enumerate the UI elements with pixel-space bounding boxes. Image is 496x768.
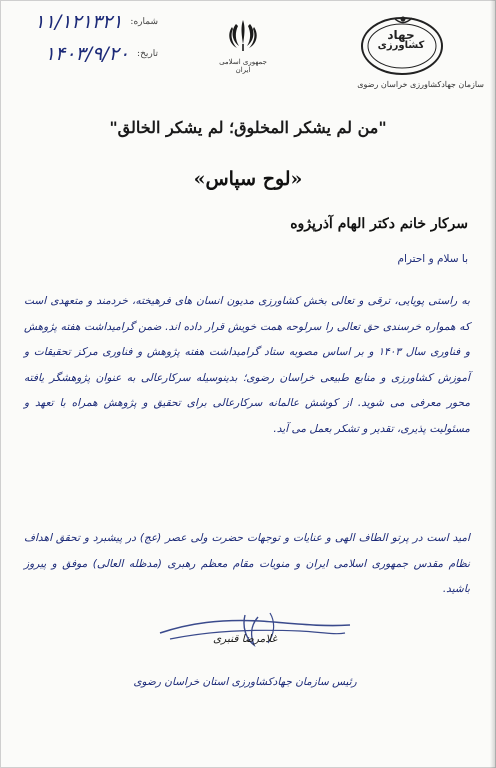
org-logo-line2: کشاورزی bbox=[377, 40, 425, 51]
iran-emblem bbox=[213, 18, 273, 76]
date-row bbox=[18, 40, 158, 68]
letter-title: «لوح سپاس» bbox=[193, 168, 303, 190]
org-logo-text bbox=[356, 28, 446, 51]
date-label: تاریخ: bbox=[137, 49, 158, 59]
number-label: شماره: bbox=[130, 17, 158, 27]
opening-quote: "من لم یشکر المخلوق؛ لم یشکر الخالق" bbox=[109, 118, 387, 137]
handwritten-signature bbox=[150, 605, 360, 655]
body-paragraph-2: امید است در پرتو الطاف الهی و عنایات و توجهات حضرت ولی عصر (عج) در پیشبرد و تحقق اهداف نظام مقدس جمهوری اسلامی ایران و منویات مقام معظم رهبری (مدظله العالی) موفق و پیروز باشید. bbox=[24, 532, 470, 595]
number-value: ۱۱/۱۲۱۳۲۱ bbox=[34, 11, 123, 33]
emblem-caption: جمهوری اسلامی ایران bbox=[219, 58, 267, 74]
org-name: سازمان جهادکشاورزی خراسان رضوی bbox=[357, 80, 484, 89]
org-logo bbox=[334, 14, 484, 94]
org-logo-line1: جهاد bbox=[387, 28, 415, 42]
emblem-icon bbox=[227, 18, 259, 52]
number-row bbox=[18, 8, 158, 36]
greeting: با سلام و احترام bbox=[397, 253, 468, 265]
signer-name: غلامرضا قنبری bbox=[213, 633, 277, 645]
page-edge-shadow bbox=[490, 0, 496, 768]
signer-title: رئیس سازمان جهادکشاورزی استان خراسان رضوی bbox=[133, 676, 357, 688]
body-paragraph-1: به راستی پویایی، ترقی و تعالی بخش کشاورزی مدیون انسان های فرهیخته، خردمند و متعهدی است که همواره خرسندی حق تعالی را سرلوحه همت خویش قرار داده اند. ضمن گرامیداشت هفته پژوهش و فناوری سال ۱۴۰۳ و بر اساس مصوبه ستاد گرامیداشت هفته پژوهش و فناوری مرکز تحقیقات و آموزش کشاورزی و منابع طبیعی خراسان رضوی؛ بدینوسیله سرکارعالی به عنوان پژوهشگر یافته محور معرفی می شوید. از کوشش عالمانه سرکارعالی برای تحقیق و پژوهش همراه با تعهد و مسئولیت پذیری، تقدیر و تشکر بعمل می آید. bbox=[24, 295, 470, 435]
recipient-line: سرکار خانم دکتر الهام آذرپژوه bbox=[290, 216, 468, 232]
letter-reference-block bbox=[18, 6, 158, 74]
date-value: ۱۴۰۳/۹/۲۰ bbox=[44, 43, 130, 65]
